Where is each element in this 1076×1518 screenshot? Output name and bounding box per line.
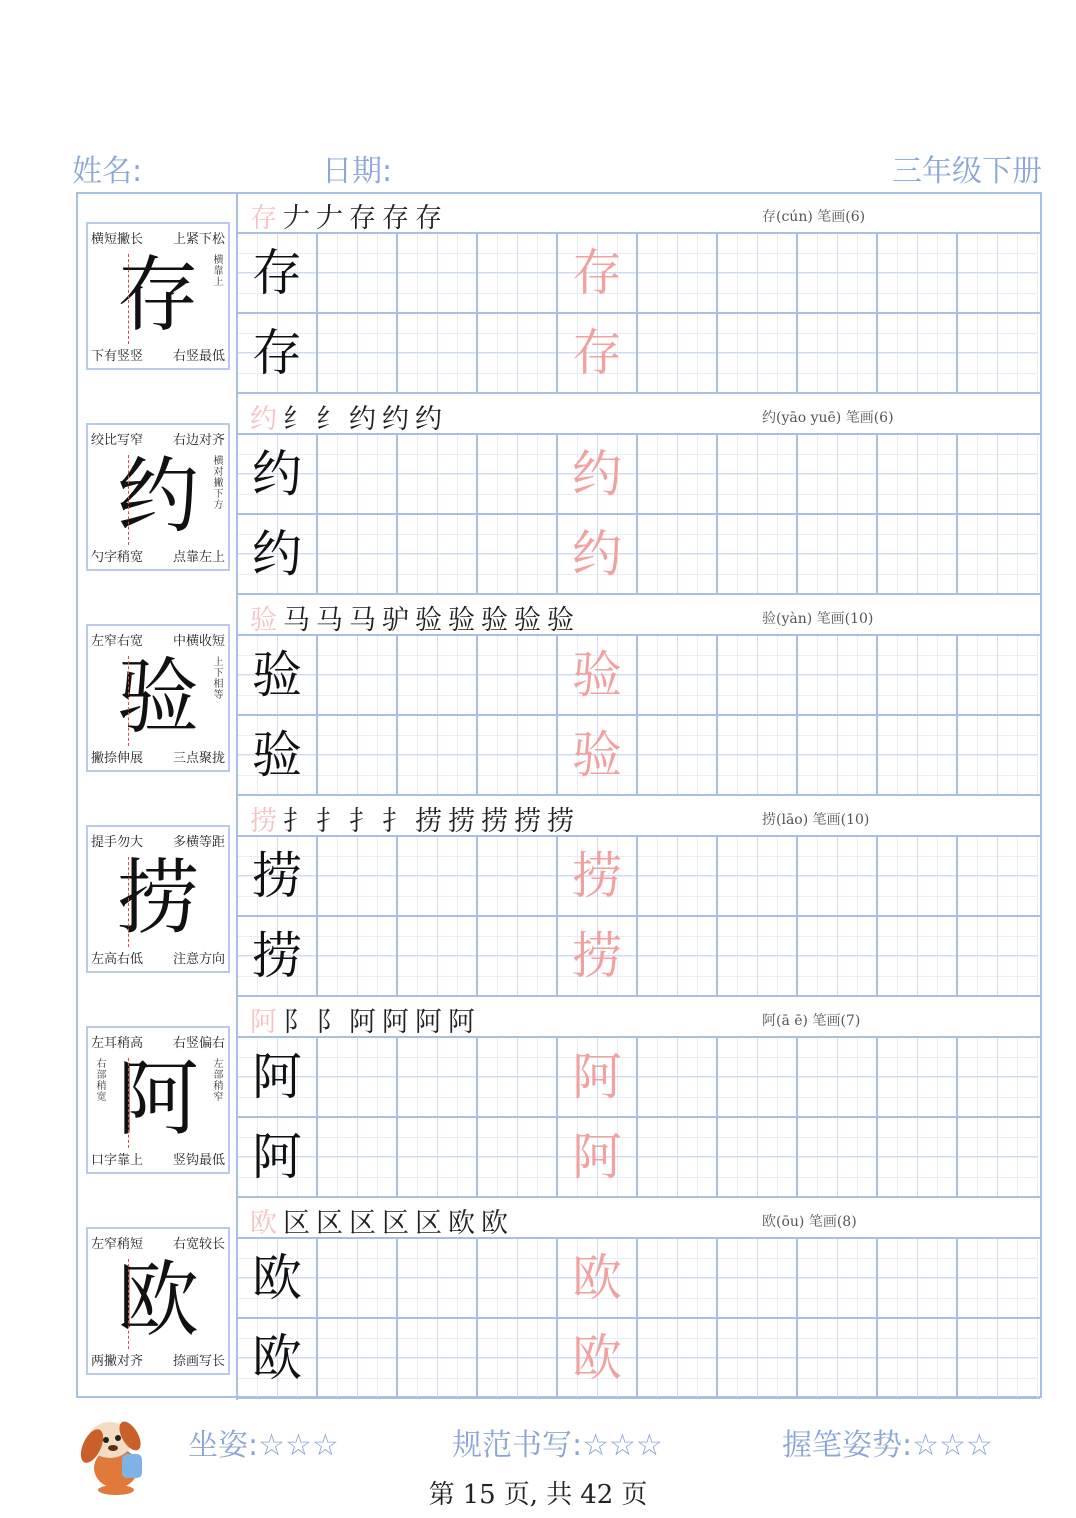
char-info: 捞(lāo) 笔画(10)	[762, 812, 870, 828]
stroke-sequence	[250, 1201, 514, 1240]
writing-tip: 撇捺伸展	[91, 751, 144, 766]
instruction-cell	[78, 194, 238, 395]
practice-cell[interactable]	[638, 1038, 718, 1116]
practice-cell[interactable]	[638, 716, 718, 794]
page-prefix: 第	[428, 1480, 455, 1510]
practice-grid	[238, 1038, 1040, 1199]
practice-grid	[238, 234, 1040, 395]
stroke-step: 区	[283, 1208, 312, 1239]
stroke-step: 捞	[415, 806, 444, 837]
practice-cell[interactable]	[318, 636, 398, 714]
practice-cell[interactable]	[878, 837, 958, 915]
sample-character: 存	[252, 324, 302, 382]
model-note: 上下相等	[211, 656, 222, 700]
grip-rating: 握笔姿势:☆☆☆	[782, 1428, 993, 1463]
instruction-box	[86, 624, 230, 772]
practice-cell[interactable]	[798, 837, 878, 915]
practice-cell[interactable]	[238, 234, 318, 312]
sample-character: 欧	[252, 1249, 302, 1307]
stroke-step: 捞	[250, 806, 279, 837]
stroke-sequence	[250, 598, 580, 637]
char-block	[78, 395, 1040, 596]
practice-cell[interactable]	[398, 1038, 478, 1116]
practice-row	[238, 1038, 1040, 1118]
stroke-step: 存	[250, 203, 279, 234]
practice-cell[interactable]	[798, 1118, 878, 1196]
practice-cell[interactable]	[318, 515, 398, 593]
practice-cell[interactable]	[558, 234, 638, 312]
instruction-cell	[78, 1199, 238, 1400]
writing-tip: 竖钩最低	[172, 1153, 225, 1168]
practice-cell[interactable]	[958, 515, 1038, 593]
practice-cell[interactable]	[958, 917, 1038, 995]
practice-cell[interactable]	[238, 917, 318, 995]
stroke-order-row	[238, 998, 1040, 1038]
practice-row	[238, 837, 1040, 917]
practice-cell[interactable]	[558, 917, 638, 995]
practice-row	[238, 1239, 1040, 1319]
practice-cell[interactable]	[318, 1239, 398, 1317]
stroke-step: 约	[415, 404, 444, 435]
trace-character: 阿	[572, 1128, 622, 1186]
stroke-step: 存	[349, 203, 378, 234]
writing-tip: 右竖偏右	[172, 1036, 225, 1051]
sample-character: 阿	[252, 1128, 302, 1186]
trace-character: 验	[572, 726, 622, 784]
practice-row	[238, 314, 1040, 394]
stroke-step: 捞	[481, 806, 510, 837]
writing-tip: 右边对齐	[172, 433, 225, 448]
practice-grid	[238, 435, 1040, 596]
practice-cell[interactable]	[238, 435, 318, 513]
practice-cell[interactable]	[718, 314, 798, 392]
guide-line	[128, 656, 129, 746]
stroke-step: 扌	[316, 806, 345, 837]
practice-cell[interactable]	[478, 515, 558, 593]
practice-cell[interactable]	[398, 234, 478, 312]
practice-cell[interactable]	[638, 636, 718, 714]
practice-cell[interactable]	[398, 515, 478, 593]
stroke-step: 阝	[316, 1007, 345, 1038]
sample-character: 捞	[252, 927, 302, 985]
sample-character: 捞	[252, 847, 302, 905]
stroke-step: 阿	[349, 1007, 378, 1038]
model-character: 验	[116, 650, 199, 745]
practice-cell[interactable]	[638, 234, 718, 312]
writing-tip: 提手勿大	[91, 835, 144, 850]
stroke-step: 欧	[250, 1208, 279, 1239]
date-label: 日期:	[322, 154, 393, 189]
stroke-step: 捞	[448, 806, 477, 837]
stroke-step: 扌	[349, 806, 378, 837]
practice-cell[interactable]	[958, 435, 1038, 513]
practice-cell[interactable]	[798, 515, 878, 593]
practice-cell[interactable]	[398, 435, 478, 513]
practice-cell[interactable]	[478, 314, 558, 392]
practice-cell[interactable]	[718, 917, 798, 995]
practice-cell[interactable]	[398, 1239, 478, 1317]
page-current: 15	[462, 1480, 496, 1510]
practice-cell[interactable]	[238, 1319, 318, 1397]
char-block	[78, 596, 1040, 797]
guide-line	[128, 1058, 129, 1148]
practice-row	[238, 1319, 1040, 1399]
practice-cell[interactable]	[318, 234, 398, 312]
writing-tip: 横短撇长	[91, 232, 144, 247]
practice-cell[interactable]	[878, 1239, 958, 1317]
instruction-box	[86, 1026, 230, 1174]
stroke-step: 验	[547, 605, 576, 636]
stroke-step: 阿	[448, 1007, 477, 1038]
practice-cell[interactable]	[878, 1118, 958, 1196]
practice-cell[interactable]	[398, 716, 478, 794]
instruction-box	[86, 222, 230, 370]
practice-cell[interactable]	[638, 917, 718, 995]
trace-character: 阿	[572, 1048, 622, 1106]
practice-cell[interactable]	[238, 314, 318, 392]
sample-character: 阿	[252, 1048, 302, 1106]
stroke-step: 区	[316, 1208, 345, 1239]
practice-grid	[238, 1239, 1040, 1400]
practice-cell[interactable]	[798, 234, 878, 312]
practice-cell[interactable]	[318, 314, 398, 392]
guide-line	[128, 455, 129, 545]
practice-cell[interactable]	[878, 716, 958, 794]
practice-cell[interactable]	[958, 1239, 1038, 1317]
practice-cell[interactable]	[798, 435, 878, 513]
stroke-step: 𠂇	[316, 203, 345, 234]
practice-cell[interactable]	[238, 636, 318, 714]
practice-row	[238, 515, 1040, 595]
practice-cell[interactable]	[958, 314, 1038, 392]
practice-cell[interactable]	[478, 716, 558, 794]
practice-cell[interactable]	[878, 636, 958, 714]
practice-cell[interactable]	[398, 837, 478, 915]
char-block	[78, 1199, 1040, 1400]
instruction-cell	[78, 596, 238, 797]
sample-character: 约	[252, 525, 302, 583]
model-note: 横靠上	[211, 254, 222, 287]
practice-cell[interactable]	[958, 1038, 1038, 1116]
practice-cell[interactable]	[638, 1319, 718, 1397]
writing-tip: 左高右低	[91, 952, 144, 967]
stroke-step: 约	[349, 404, 378, 435]
stroke-step: 验	[481, 605, 510, 636]
stroke-step: 捞	[547, 806, 576, 837]
practice-cell[interactable]	[318, 1319, 398, 1397]
practice-cell[interactable]	[878, 515, 958, 593]
practice-cell[interactable]	[238, 837, 318, 915]
practice-cell[interactable]	[398, 917, 478, 995]
practice-cell[interactable]	[478, 917, 558, 995]
practice-cell[interactable]	[558, 1118, 638, 1196]
stroke-step: 区	[415, 1208, 444, 1239]
practice-cell[interactable]	[638, 1239, 718, 1317]
model-character: 约	[116, 449, 199, 544]
practice-cell[interactable]	[878, 435, 958, 513]
practice-grid	[238, 636, 1040, 797]
practice-cell[interactable]	[398, 636, 478, 714]
stroke-order-row	[238, 1199, 1040, 1239]
sample-character: 约	[252, 445, 302, 503]
practice-row	[238, 917, 1040, 997]
practice-cell[interactable]	[718, 515, 798, 593]
writing-tip: 绞比写窄	[91, 433, 144, 448]
stroke-step: 捞	[514, 806, 543, 837]
instruction-cell	[78, 395, 238, 596]
practice-cell[interactable]	[798, 1239, 878, 1317]
practice-cell[interactable]	[558, 314, 638, 392]
posture-rating: 坐姿:☆☆☆	[188, 1428, 339, 1463]
practice-cell[interactable]	[238, 716, 318, 794]
trace-character: 验	[572, 646, 622, 704]
char-info: 存(cún) 笔画(6)	[762, 209, 866, 225]
page-suffix: 页	[621, 1480, 648, 1510]
practice-cell[interactable]	[558, 636, 638, 714]
stroke-order-row	[238, 395, 1040, 435]
writing-tip: 中横收短	[172, 634, 225, 649]
practice-cell[interactable]	[238, 1118, 318, 1196]
stroke-order-row	[238, 797, 1040, 837]
practice-cell[interactable]	[558, 435, 638, 513]
trace-character: 存	[572, 324, 622, 382]
writing-tip: 点靠左上	[172, 550, 225, 565]
instruction-cell	[78, 998, 238, 1199]
stroke-step: 约	[382, 404, 411, 435]
practice-cell[interactable]	[798, 716, 878, 794]
guide-line	[128, 857, 129, 947]
writing-tip: 上紧下松	[172, 232, 225, 247]
practice-cell[interactable]	[558, 716, 638, 794]
practice-cell[interactable]	[718, 636, 798, 714]
model-character: 捞	[116, 851, 199, 946]
instruction-box	[86, 825, 230, 973]
guide-line	[128, 1259, 129, 1349]
sample-character: 验	[252, 646, 302, 704]
trace-character: 欧	[572, 1249, 622, 1307]
practice-cell[interactable]	[718, 1118, 798, 1196]
practice-cell[interactable]	[958, 1118, 1038, 1196]
practice-cell[interactable]	[638, 435, 718, 513]
practice-cell[interactable]	[638, 837, 718, 915]
practice-row	[238, 1118, 1040, 1198]
name-label: 姓名:	[72, 154, 143, 189]
practice-cell[interactable]	[958, 1319, 1038, 1397]
practice-cell[interactable]	[318, 837, 398, 915]
practice-cell[interactable]	[558, 515, 638, 593]
trace-character: 约	[572, 445, 622, 503]
practice-cell[interactable]	[238, 1038, 318, 1116]
practice-cell[interactable]	[878, 917, 958, 995]
stroke-step: 𠂇	[283, 203, 312, 234]
page-total: 42	[580, 1480, 614, 1510]
stroke-sequence	[250, 799, 580, 838]
writing-tip: 下有竖竖	[91, 349, 144, 364]
practice-cell[interactable]	[878, 314, 958, 392]
model-note: 左部稍窄	[211, 1058, 222, 1102]
stroke-step: 欧	[448, 1208, 477, 1239]
page-mid: 页, 共	[503, 1480, 573, 1510]
writing-rating: 规范书写:☆☆☆	[452, 1428, 663, 1463]
practice-cell[interactable]	[798, 1319, 878, 1397]
practice-cell[interactable]	[318, 716, 398, 794]
practice-cell[interactable]	[318, 1038, 398, 1116]
instruction-box	[86, 423, 230, 571]
writing-tip: 右宽较长	[172, 1237, 225, 1252]
practice-cell[interactable]	[958, 234, 1038, 312]
practice-cell[interactable]	[478, 1118, 558, 1196]
practice-cell[interactable]	[718, 435, 798, 513]
stroke-step: 约	[250, 404, 279, 435]
practice-cell[interactable]	[558, 1319, 638, 1397]
instruction-cell	[78, 797, 238, 998]
practice-sheet	[76, 192, 1042, 1398]
char-info: 验(yàn) 笔画(10)	[762, 611, 874, 627]
stroke-sequence	[250, 397, 448, 436]
model-character: 阿	[116, 1052, 199, 1147]
grade-label: 三年级下册	[892, 154, 1042, 189]
practice-cell[interactable]	[798, 917, 878, 995]
practice-cell[interactable]	[558, 837, 638, 915]
stroke-step: 阝	[283, 1007, 312, 1038]
stroke-step: 验	[415, 605, 444, 636]
practice-cell[interactable]	[478, 435, 558, 513]
practice-cell[interactable]	[478, 234, 558, 312]
stroke-step: 扌	[382, 806, 411, 837]
writing-tip: 注意方向	[172, 952, 225, 967]
practice-cell[interactable]	[958, 636, 1038, 714]
writing-tip: 勺字稍宽	[91, 550, 144, 565]
practice-cell[interactable]	[878, 1319, 958, 1397]
stroke-step: 纟	[316, 404, 345, 435]
practice-cell[interactable]	[718, 1239, 798, 1317]
stroke-sequence	[250, 196, 448, 235]
char-block	[78, 998, 1040, 1199]
sample-character: 存	[252, 244, 302, 302]
practice-cell[interactable]	[398, 1118, 478, 1196]
practice-cell[interactable]	[478, 1038, 558, 1116]
stroke-step: 马	[316, 605, 345, 636]
stroke-step: 验	[514, 605, 543, 636]
practice-cell[interactable]	[958, 837, 1038, 915]
writing-tip: 捺画写长	[172, 1354, 225, 1369]
practice-cell[interactable]	[718, 1038, 798, 1116]
practice-cell[interactable]	[878, 1038, 958, 1116]
stroke-step: 驴	[382, 605, 411, 636]
practice-cell[interactable]	[398, 1319, 478, 1397]
char-block	[78, 797, 1040, 998]
char-info: 约(yāo yuē) 笔画(6)	[762, 410, 894, 426]
practice-cell[interactable]	[318, 435, 398, 513]
writing-tip: 左窄稍短	[91, 1237, 144, 1252]
writing-tip: 三点聚拢	[172, 751, 225, 766]
writing-tip: 口字靠上	[91, 1153, 144, 1168]
sample-character: 验	[252, 726, 302, 784]
stroke-step: 验	[250, 605, 279, 636]
stroke-order-row	[238, 194, 1040, 234]
practice-grid	[238, 837, 1040, 998]
practice-cell[interactable]	[478, 1319, 558, 1397]
practice-cell[interactable]	[478, 1239, 558, 1317]
practice-cell[interactable]	[638, 515, 718, 593]
trace-character: 捞	[572, 927, 622, 985]
model-note: 横对撇下方	[211, 455, 222, 510]
char-info: 欧(ōu) 笔画(8)	[762, 1214, 857, 1230]
practice-row	[238, 435, 1040, 515]
practice-cell[interactable]	[478, 636, 558, 714]
practice-cell[interactable]	[478, 837, 558, 915]
practice-cell[interactable]	[558, 1038, 638, 1116]
practice-cell[interactable]	[718, 837, 798, 915]
stroke-sequence	[250, 1000, 481, 1039]
stroke-step: 验	[448, 605, 477, 636]
stroke-step: 欧	[481, 1208, 510, 1239]
practice-cell[interactable]	[638, 1118, 718, 1196]
model-character: 欧	[116, 1253, 199, 1348]
char-info: 阿(ā ē) 笔画(7)	[762, 1013, 861, 1029]
trace-character: 约	[572, 525, 622, 583]
practice-cell[interactable]	[798, 636, 878, 714]
writing-tip: 左耳稍高	[91, 1036, 144, 1051]
practice-cell[interactable]	[238, 1239, 318, 1317]
trace-character: 欧	[572, 1329, 622, 1387]
stroke-step: 阿	[382, 1007, 411, 1038]
stroke-step: 区	[349, 1208, 378, 1239]
practice-cell[interactable]	[238, 515, 318, 593]
page-number	[0, 1474, 1076, 1511]
practice-row	[238, 636, 1040, 716]
stroke-step: 阿	[415, 1007, 444, 1038]
stroke-order-row	[238, 596, 1040, 636]
stroke-step: 区	[382, 1208, 411, 1239]
writing-tip: 右竖最低	[172, 349, 225, 364]
stroke-step: 扌	[283, 806, 312, 837]
practice-cell[interactable]	[318, 1118, 398, 1196]
stroke-step: 存	[382, 203, 411, 234]
practice-cell[interactable]	[798, 314, 878, 392]
trace-character: 捞	[572, 847, 622, 905]
practice-cell[interactable]	[798, 1038, 878, 1116]
practice-cell[interactable]	[718, 1319, 798, 1397]
practice-row	[238, 234, 1040, 314]
writing-tip: 两撇对齐	[91, 1354, 144, 1369]
trace-character: 存	[572, 244, 622, 302]
stroke-step: 马	[349, 605, 378, 636]
practice-row	[238, 716, 1040, 796]
model-character: 存	[116, 248, 199, 343]
practice-cell[interactable]	[638, 314, 718, 392]
stroke-step: 纟	[283, 404, 312, 435]
stroke-step: 马	[283, 605, 312, 636]
practice-cell[interactable]	[558, 1239, 638, 1317]
writing-tip: 多横等距	[172, 835, 225, 850]
sample-character: 欧	[252, 1329, 302, 1387]
practice-cell[interactable]	[398, 314, 478, 392]
instruction-box	[86, 1227, 230, 1375]
stroke-step: 阿	[250, 1007, 279, 1038]
practice-cell[interactable]	[318, 917, 398, 995]
practice-cell[interactable]	[718, 234, 798, 312]
char-block	[78, 194, 1040, 395]
model-note-secondary: 右部稍宽	[94, 1058, 105, 1102]
practice-cell[interactable]	[718, 716, 798, 794]
practice-cell[interactable]	[878, 234, 958, 312]
stroke-step: 存	[415, 203, 444, 234]
guide-line	[128, 254, 129, 344]
writing-tip: 左窄右宽	[91, 634, 144, 649]
practice-cell[interactable]	[958, 716, 1038, 794]
